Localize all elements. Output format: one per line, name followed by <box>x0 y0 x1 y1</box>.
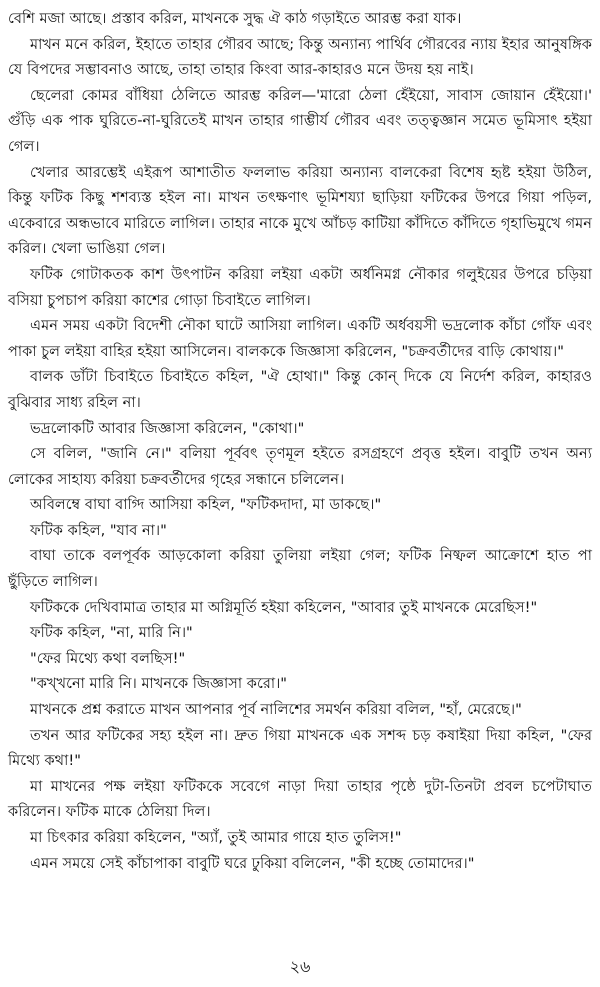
paragraph: অবিলম্বে বাঘা বাগ্দি আসিয়া কহিল, "ফটিকদাদা, মা ডাকছে।" <box>30 496 382 514</box>
paragraph: ছেলেরা কোমর বাঁধিয়া ঠেলিতে আরম্ভ করিল—'মারো ঠেলা হেঁইয়ো, সাবাস জোয়ান হেঁইয়ো।' গুঁড়ি এক পাক ঘুরিতে-না-ঘুরিতেই মাখন তাহার গাম্ভীর্য গৌরব এবং তত্ত্বজ্ঞান সমেত ভূমিসাৎ হইয়া গেল। <box>8 86 592 155</box>
paragraph: মা চিৎকার করিয়া কহিলেন, "অ্যাঁ, তুই আমার গায়ে হাত তুলিস!" <box>30 829 402 846</box>
paragraph: মা মাখনের পক্ষ লইয়া ফটিককে সবেগে নাড়া দিয়া তাহার পৃষ্ঠে দুটা-তিনটা প্রবল চপেটাঘাত করিলেন। ফটিক মাকে ঠেলিয়া দিল। <box>8 777 592 821</box>
paragraph: এমন সময় একটা বিদেশী নৌকা ঘাটে আসিয়া লাগিল। একটি অর্ধবয়সী ভদ্রলোক কাঁচা গোঁফ এবং পাকা চুল লইয়া বাহির হইয়া আসিলেন। বালককে জিজ্ঞাসা করিলেন, "চক্রবর্তীদের বাড়ি কোথায়।" <box>8 317 592 360</box>
paragraph: মাখন মনে করিল, ইহাতে তাহার গৌরব আছে; কিন্তু অন্যান্য পার্থিব গৌরবের ন্যায় ইহার আনুষঙ্গিক যে বিপদের সম্ভাবনাও আছে, তাহা তাহার কিংবা আর-কাহারও মনে উদয় হয় নাই। <box>8 35 592 79</box>
paragraph: সে বলিল, "জানি নে।" বলিয়া পূর্ববৎ তৃণমূল হইতে রসগ্রহণে প্রবৃত্ত হইল। বাবুটি তখন অন্য লোকের সাহায্য করিয়া চক্রবর্তীদের গৃহের সন্ধানে চলিলেন। <box>8 445 592 488</box>
paragraph: বেশি মজা আছে। প্রস্তাব করিল, মাখনকে সুদ্ধ ঐ কাঠ গড়াইতে আরম্ভ করা যাক। <box>8 10 462 27</box>
paragraph: তখন আর ফটিকের সহ্য হইল না। দ্রুত গিয়া মাখনকে এক সশব্দ চড় কষাইয়া দিয়া কহিল, "ফের মিথ্যে কথা!" <box>8 726 592 770</box>
paragraph: এমন সময়ে সেই কাঁচাপাকা বাবুটি ঘরে ঢুকিয়া বলিলেন, "কী হচ্ছে তোমাদের।" <box>30 854 475 872</box>
book-page <box>8 6 592 981</box>
paragraph: মাখনকে প্রশ্ন করাতে মাখন আপনার পূর্ব নালিশের সমর্থন করিয়া বলিল, "হাঁ, মেরেছে।" <box>30 701 522 719</box>
page-number: ২৬ <box>289 957 311 976</box>
paragraph: ফটিক গোটাকতক কাশ উৎপাটন করিয়া লইয়া একটা অর্ধনিমগ্ন নৌকার গলুইয়ের উপরে চড়িয়া বসিয়া চুপচাপ করিয়া কাশের গোড়া চিবাইতে লাগিল। <box>8 265 592 309</box>
paragraph: ভদ্রলোকটি আবার জিজ্ঞাসা করিলেন, "কোথা।" <box>30 419 305 437</box>
paragraph: "ফের মিথ্যে কথা বলছিস!" <box>30 649 186 667</box>
paragraph: ফটিককে দেখিবামাত্র তাহার মা অগ্নিমূর্তি হইয়া কহিলেন, "আবার তুই মাখনকে মেরেছিস!" <box>30 598 538 616</box>
paragraph: বালক ডাঁটা চিবাইতে চিবাইতে কহিল, "ঐ হোথা।" কিন্তু কোন্ দিকে যে নির্দেশ করিল, কাহারও বুঝিবার সাধ্য রহিল না। <box>8 368 592 411</box>
page-text <box>8 6 592 876</box>
paragraph: ফটিক কহিল, "যাব না।" <box>30 521 167 539</box>
paragraph: "কখ্‌খনো মারি নি। মাখনকে জিজ্ঞাসা করো।" <box>30 675 288 693</box>
paragraph: ফটিক কহিল, "না, মারি নি।" <box>30 624 193 642</box>
paragraph: বাঘা তাকে বলপূর্বক আড়কোলা করিয়া তুলিয়া লইয়া গেল; ফটিক নিষ্ফল আক্রোশে হাত পা ছুঁড়িতে লাগিল। <box>8 547 592 591</box>
paragraph: খেলার আরম্ভেই এইরূপ আশাতীত ফললাভ করিয়া অন্যান্য বালকেরা বিশেষ হৃষ্ট হইয়া উঠিল, কিন্তু ফটিক কিছু শশব্যস্ত হইল না। মাখন তৎক্ষণাৎ ভূমিশয্যা ছাড়িয়া ফটিকের উপরে গিয়া পড়িল, একেবারে অন্ধভাবে মারিতে লাগিল। তাহার নাকে মুখে আঁচড় কাটিয়া কাঁদিতে কাঁদিতে গৃহাভিমুখে গমন করিল। খেলা ভাঙিয়া গেল। <box>8 163 592 258</box>
